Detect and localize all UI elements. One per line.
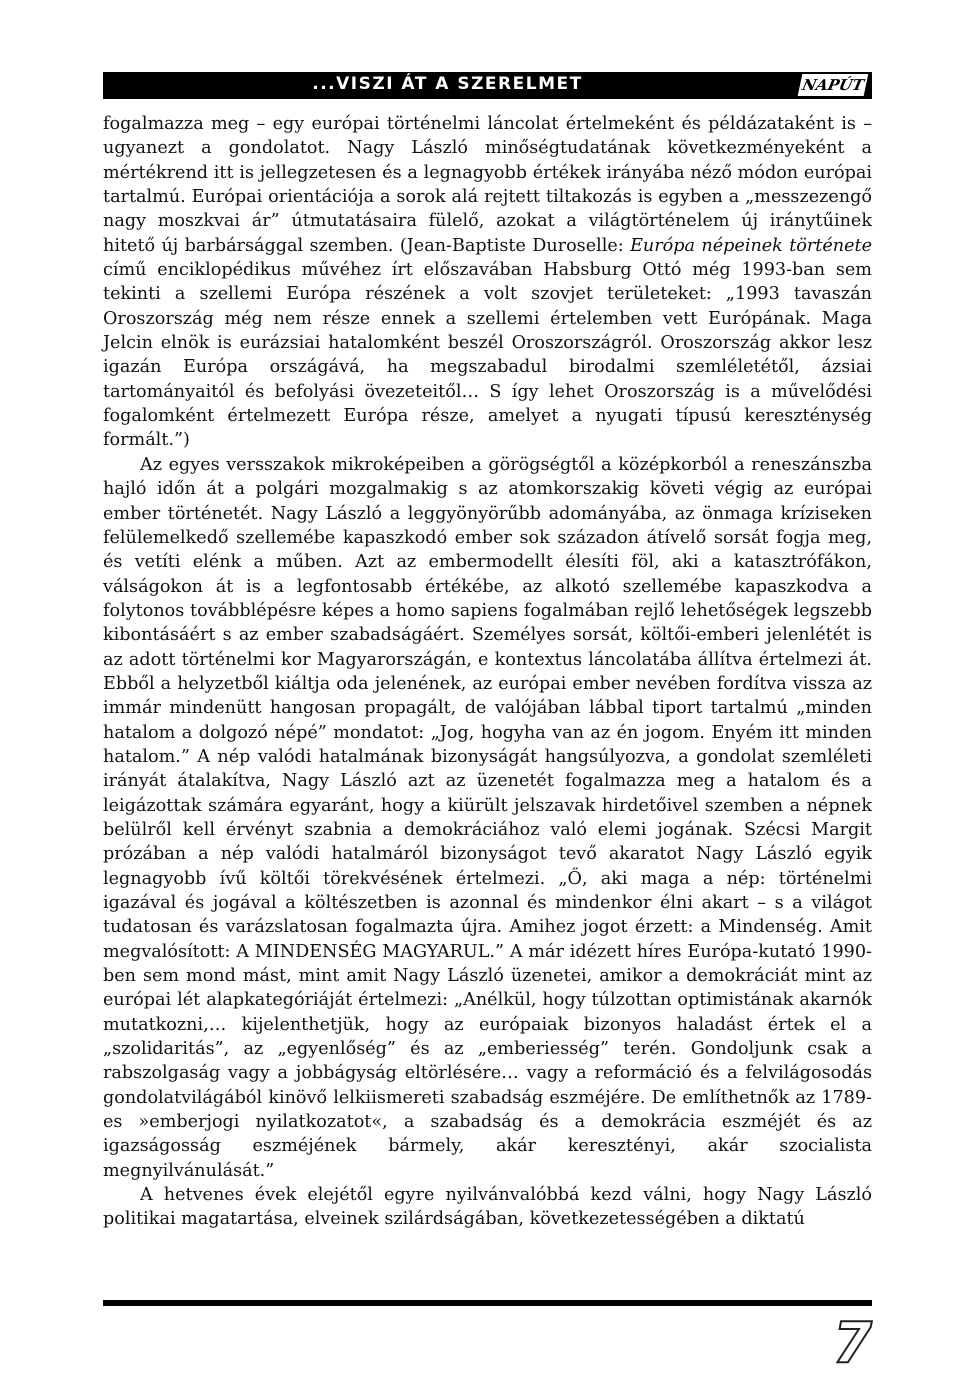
- running-header: [103, 72, 872, 99]
- paragraph-2-text-a: Az egyes versszakok mikroképeiben a görögségtől a középkorból a reneszánszba hajló időn át a polgári mozgalmakig s az atomkorszakig követi végig az európai ember történetét. Nagy László a leggyönyörűbb adományába, az önmaga kríziseken felülemelkedő szellemébe kapaszkodó ember sok századon átívelő sorsát fogja meg, és vetíti elénk a műben. Azt az embermodellt élesíti föl, aki a katasztrófákon, válságokon át is a legfontosabb értékébe, az alkotó szellemébe kapaszkodva a folytonos továbblépésre képes a homo sapiens fogalmában rejlő lehetőségek legszebb kibontásáért s az ember szabadságáért. Személyes sorsát, költői-emberi jelenlétét is az adott történelmi kor Magyarországán, e kontextus láncolatába állítva értelmezi át. Ebből a helyzetből kiáltja oda jelenének, az európai ember nevében fordítva vissza az immár mindenütt hangosan propagált, de valójában lábbal tiport tartalmú „minden hatalom a dolgozó népé” mondatot: „Jog, hogyha van az én jogom. Enyém itt minden hatalom.” A nép valódi hatalmának bizonyságát hangsúlyozva, a gondolat szemléleti irányát átalakítva, Nagy László azt az üzenetét fogalmazza meg a hatalom és a leigázottak számára egyaránt, hogy a kiürült jelszavak hirdetőivel szemben a népnek belülről kell érvényt szabnia a demokráciához való elemi jogának. Szécsi Margit prózában a nép valódi hatalmáról bizonyságot tevő akaratot Nagy László egyik legnagyobb ívű költői törekvésének értelmezi. „Ő, aki maga a nép: történelmi igazával és jogával a költészetben is azonnal és mindenkor élni akart – s a világot tudatosan és varázslatosan fogalmazta újra. Amihez jogot érzett: a Mindenség. Amit megvalósított:: [103, 454, 872, 962]
- paragraph-1: [103, 112, 872, 453]
- running-title: ...VISZI ÁT A SZERELMET: [312, 74, 583, 94]
- book-title: Európa népeinek története: [630, 235, 873, 256]
- page-number: 7: [833, 1311, 872, 1376]
- paragraph-2: [103, 453, 872, 1183]
- paragraph-1-text-b: című enciklopédikus művéhez írt előszavában Habsburg Ottó még 1993-ban sem tekinti a szellemi Európa részének a volt szovjet területeket: „1993 tavaszán Oroszország még nem része ennek a szellemi értelemben vett Európának. Maga Jelcin elnök is eurázsiai hatalomként beszél Oroszországról. Oroszország akkor lesz igazán Európa országává, ha megszabadul birodalmi szemléletétől, ázsiai tartományaitól és befolyási övezeteitől… S így lehet Oroszország is a művelődési fogalomként értelmezett Európa része, amelyet a nyugati típusú kereszténység formált.”): [103, 260, 872, 451]
- paragraph-1-text-a: fogalmazza meg – egy európai történelmi láncolat értelmeként és példázataként is – ugyanezt a gondolatot. Nagy László minőségtudatának következményeként a mértékrend itt is jellegzetesen és a legnagyobb értékek irányába néző módon európai tartalmú. Európai orientációja a sorok alá rejtett tiltakozás is egyben a „messzezengő nagy moszkvai ár” útmutatásaira fülelő, azokat a világtörténelem új iránytűinek hitető új barbársággal szemben. (Jean-Baptiste Duroselle:: [103, 114, 872, 256]
- quoted-title: A MINDENSÉG MAGYARUL: [236, 941, 490, 962]
- naput-logo: NAPÚT: [798, 74, 869, 96]
- paragraph-3: A hetvenes évek elejétől egyre nyilvánvalóbbá kezd válni, hogy Nagy László politikai magatartása, elveinek szilárdságában, következetességében a diktatú: [103, 1185, 872, 1230]
- paragraph-2-text-b: .” A már idézett híres Európa-kutató 1990-ben sem mond mást, mint amit Nagy László üzenetei, amikor a demokráciát mint az európai lét alapkategóriáját értelmezi: „Anélkül, hogy túlzottan optimistának akarnók mutatkozni,… kijelenthetjük, hogy az európaiak bizonyos haladást értek el a „szolidaritás”, az „egyenlőség” és az „emberiesség” terén. Gondoljunk csak a rabszolgaság vagy a jobbágyság eltörlésére… vagy a reformáció és a felvilágosodás gondolatvilágából kinövő lelkiismereti szabadság eszméjére. De említhetnők az 1789-es »emberjogi nyilatkozatot«, a szabadság és a demokrácia eszméjét és az igazságosság eszméjének bármely, akár keresztényi, akár szocialista megnyilvánulását.”: [103, 941, 872, 1181]
- footer-rule: [103, 1300, 872, 1306]
- article-body: [103, 112, 872, 1232]
